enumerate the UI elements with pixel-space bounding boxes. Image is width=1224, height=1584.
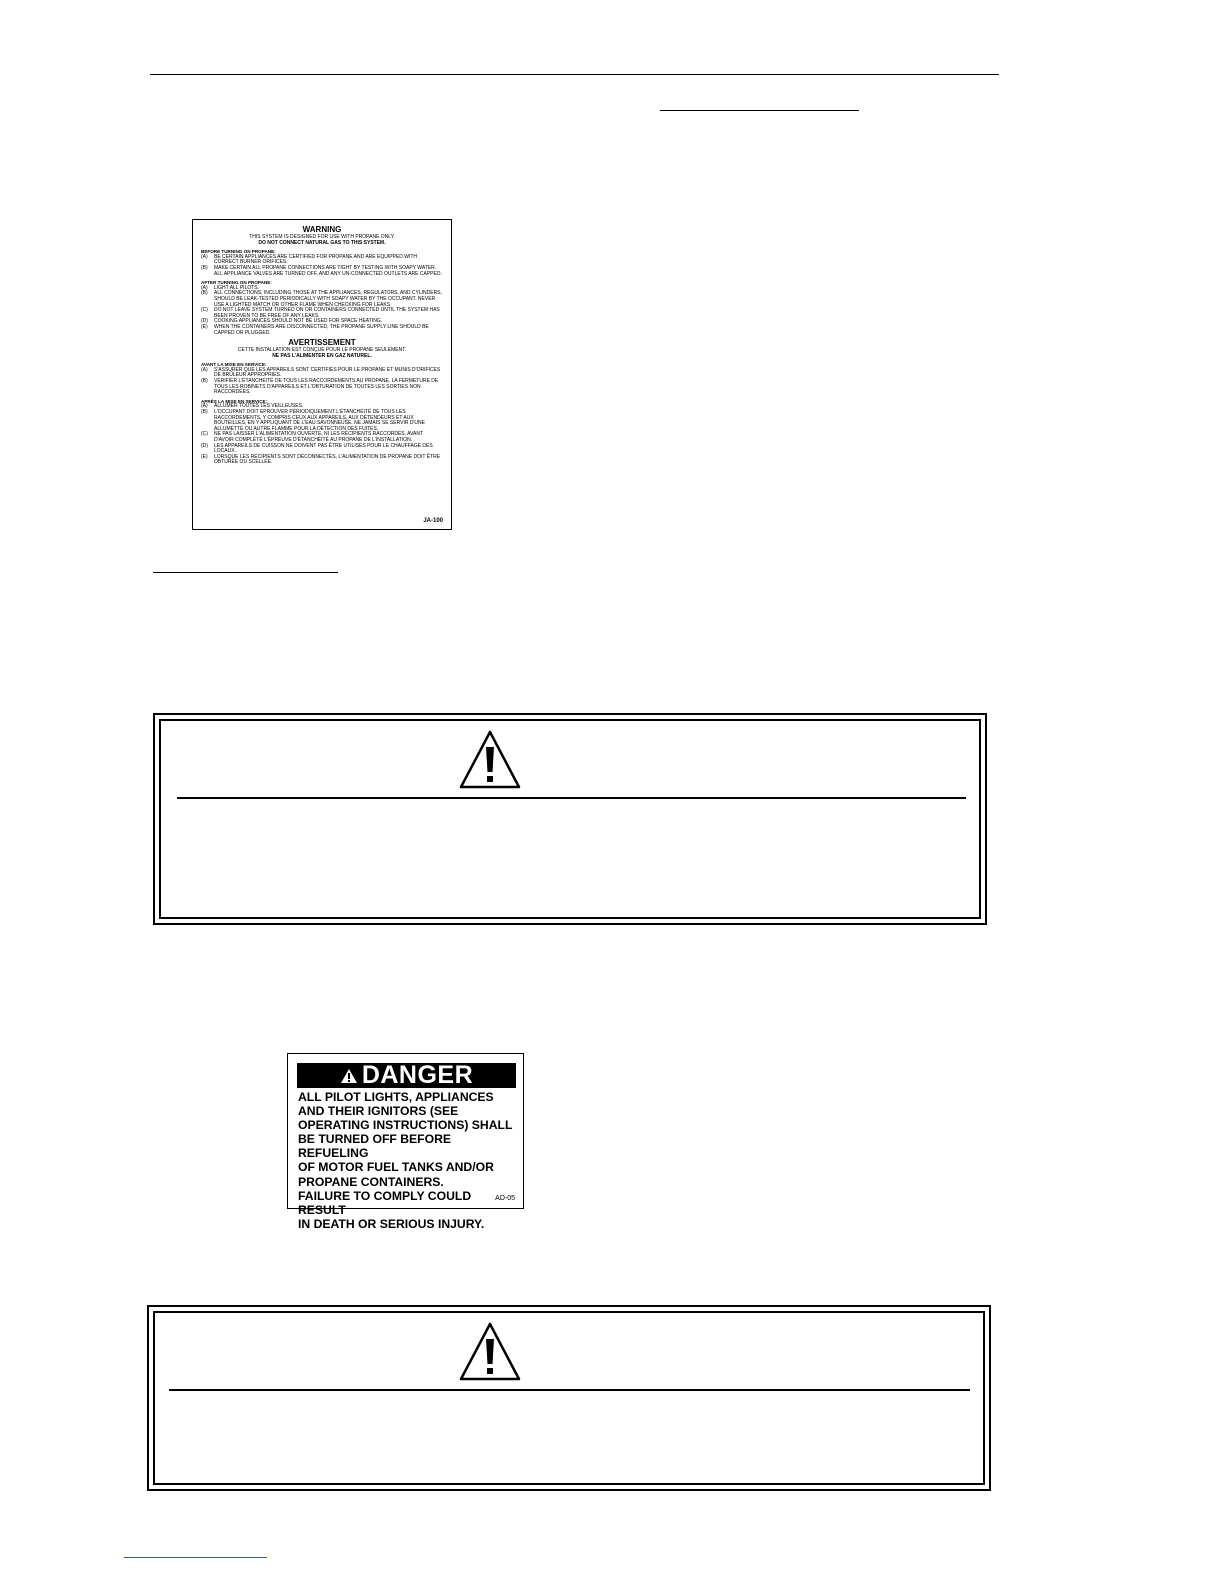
after-heading: AFTER TURNING ON PROPANE: bbox=[201, 280, 272, 286]
danger-word: DANGER bbox=[361, 1061, 474, 1089]
after-item: (E) WHEN THE CONTAINERS ARE DISCONNECTED, THE PROPANE SUPPLY LINE SHOULD BE CAPPED OR PLUGGED. bbox=[201, 323, 429, 336]
after-item: (B) ALL CONNECTIONS, INCLUDING THOSE AT THE APPLIANCES, REGULATORS, AND CYLINDERS, SHOULD BE LEAK-TESTED PERIODICALLY WITH SOAPY WATER BY THE OCCUPANT. NEVER USE A LIGHTED MATCH OR OTHER FLAME WHEN CHECKING FOR LEAKS. bbox=[201, 290, 442, 308]
after-item: (D) COOKING APPLIANCES SHOULD NOT BE USED FOR SPACE HEATING. bbox=[201, 318, 383, 325]
caution-box-1-inner bbox=[159, 719, 981, 919]
danger-line: FAILURE TO COMPLY COULD RESULT bbox=[298, 1188, 472, 1217]
before-heading: BEFORE TURNING ON PROPANE: bbox=[201, 249, 276, 255]
warning-triangle-icon bbox=[458, 729, 522, 791]
fr-before-heading: AVANT LA MISE EN SERVICE: bbox=[201, 362, 267, 368]
after-item: (A) LIGHT ALL PILOTS. bbox=[201, 284, 260, 291]
warning-line-1: THIS SYSTEM IS DESIGNED FOR USE WITH PROPANE ONLY. bbox=[249, 234, 395, 240]
warning-title: WARNING bbox=[302, 225, 342, 234]
caution-box-2 bbox=[147, 1305, 991, 1491]
after-item: (C) DO NOT LEAVE SYSTEM TURNED ON OR CONTAINERS CONNECTED UNTIL THE SYSTEM HAS BEEN PROVEN TO BE FREE OF ANY LEAKS. bbox=[201, 307, 440, 319]
fr-after-item: (D) LES APPAREILS DE CUISSON NE DOIVENT PAS ÊTRE UTILISÉS POUR LE CHAUFFAGE DES LOCAUX. bbox=[201, 442, 433, 455]
fr-after-item: (E) LORSQUE LES RÉCIPIENTS SONT DÉCONNECTÉS, L'ALIMENTATION DE PROPANE DOIT ÊTRE OBTURÉE OU SCELLÉE. bbox=[201, 453, 441, 466]
header-rule bbox=[150, 74, 999, 75]
avertissement-title: AVERTISSEMENT bbox=[288, 338, 356, 348]
danger-line: ALL PILOT LIGHTS, APPLIANCES bbox=[298, 1090, 494, 1104]
fr-after-item: (A) ALLUMER TOUTES LES VEILLEUSES. bbox=[201, 403, 304, 410]
section-underline bbox=[153, 572, 338, 573]
danger-line: OPERATING INSTRUCTIONS) SHALL bbox=[298, 1118, 513, 1133]
danger-line: PROPANE CONTAINERS. bbox=[298, 1174, 444, 1189]
danger-body bbox=[298, 1090, 522, 1231]
danger-label-code: AD-05 bbox=[495, 1195, 515, 1202]
fr-before-item: (B) VÉRIFIER L'ÉTANCHÉITÉ DE TOUS LES RACCORDEMENTS AU PROPANE, LA FERMETURE DE TOUS LES ROBINETS D'APPAREILS ET L'OBTURATION DE TOUTES LES SORTIES NON RACCORDÉES. bbox=[201, 378, 439, 396]
caution-box-1 bbox=[153, 713, 987, 925]
warning-line-2: DO NOT CONNECT NATURAL GAS TO THIS SYSTEM. bbox=[258, 239, 386, 246]
caution-box-1-divider bbox=[177, 797, 966, 799]
danger-line: BE TURNED OFF BEFORE REFUELING bbox=[298, 1132, 452, 1161]
danger-line: IN DEATH OR SERIOUS INJURY. bbox=[298, 1216, 485, 1231]
danger-label bbox=[287, 1053, 524, 1231]
danger-line: AND THEIR IGNITORS (SEE bbox=[298, 1104, 459, 1119]
before-item: (B) MAKE CERTAIN ALL PROPANE CONNECTIONS ARE TIGHT BY TESTING WITH SOAPY WATER. ALL APPLIANCE VALVES ARE TURNED OFF, AND ANY UN-CONNECTED OUTLETS ARE CAPPED. bbox=[201, 264, 442, 277]
fr-line-2: NE PAS L'ALIMENTER EN GAZ NATUREL. bbox=[272, 352, 372, 359]
warning-label bbox=[192, 219, 452, 530]
warning-label-code: JA-100 bbox=[423, 518, 443, 525]
fr-before-item: (A) S'ASSURER QUE LES APPAREILS SONT CERTIFIÉS POUR LE PROPANE ET MUNIS D'ORIFICES DE BRÛLEUR APPROPRIÉS. bbox=[201, 366, 441, 379]
fr-after-item: (C) NE PAS LAISSER L'ALIMENTATION OUVERTE, NI LES RÉCIPIENTS RACCORDÉS, AVANT D'AVOIR COMPLÉTÉ L'ÉPREUVE D'ÉTANCHÉITÉ AU PROPANE DE L'INSTALLATION. bbox=[201, 431, 423, 443]
danger-icon bbox=[340, 1068, 358, 1084]
footnote-rule bbox=[124, 1557, 267, 1558]
before-item: (A) BE CERTAIN APPLIANCES ARE CERTIFIED FOR PROPANE AND ARE EQUIPPED WITH CORRECT BURNER ORIFICES. bbox=[201, 253, 418, 266]
warning-triangle-icon bbox=[458, 1321, 522, 1383]
fr-after-item: (B) L'OCCUPANT DOIT EPROUVER PÉRIODIQUEMENT L'ÉTANCHÉITÉ DE TOUS LES RACCORDEMENTS, Y COMPRIS CEUX AUX APPAREILS, AUX DÉTENDEURS ET AUX BOUTEILLES, EN Y APPLIQUANT DE L'EAU SAVONNEUSE. NE JAMAIS SE SERVIR D'UNE ALLUMETTE OU AUTRE FLAMME POUR LA DÉTECTION DES FUITES. bbox=[201, 409, 425, 432]
title-underline bbox=[660, 110, 859, 111]
fr-line-1: CETTE INSTALLATION EST CONÇUE POUR LE PROPANE SEULEMENT. bbox=[237, 347, 407, 354]
fr-after-heading: APRÈS LA MISE EN SERVICE: bbox=[201, 398, 268, 404]
danger-header bbox=[297, 1063, 516, 1088]
caution-box-2-divider bbox=[169, 1389, 970, 1391]
caution-box-2-inner bbox=[153, 1311, 985, 1485]
danger-line: OF MOTOR FUEL TANKS AND/OR bbox=[298, 1160, 494, 1175]
